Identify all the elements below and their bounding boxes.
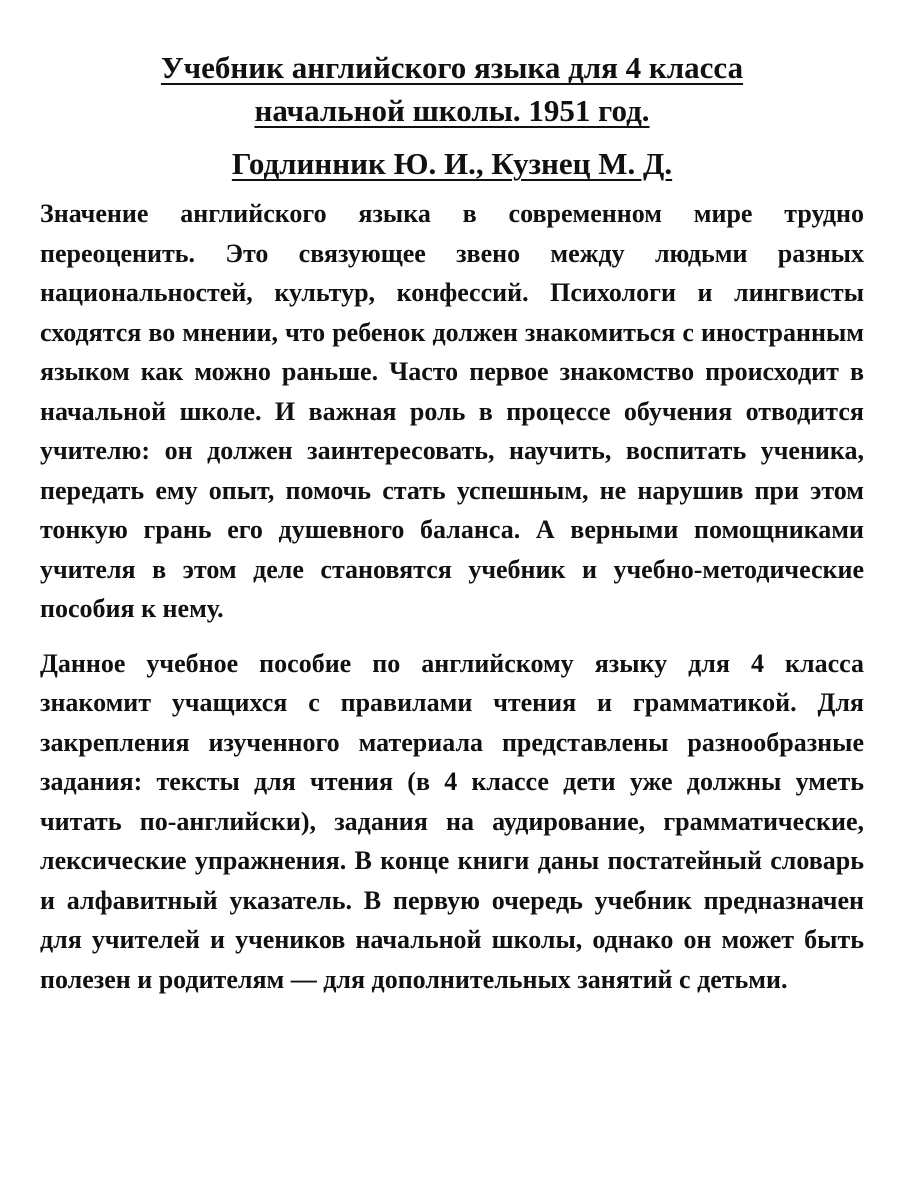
title-line-1: Учебник английского языка для 4 класса [160,50,744,85]
document-title [40,46,864,132]
document-authors: Годлинник Ю. И., Кузнец М. Д. [231,146,673,181]
paragraph-intro: Значение английского языка в современном мире трудно переоценить. Это связующее звено между людьми разных национальностей, культур, конфессий. Психологи и лингвисты сходятся во мнении, что ребенок должен знакомиться с иностранным языком как можно раньше. Часто первое знакомство происходит в начальной школе. И важная роль в процессе обучения отводится учителю: он должен заинтересовать, научить, воспитать ученика, передать ему опыт, помочь стать успешным, не нарушив при этом тонкую грань его душевного баланса. А верными помощниками учителя в этом деле становятся учебник и учебно-методические пособия к нему. [40,199,864,623]
title-line-2: начальной школы. 1951 год. [254,93,650,128]
paragraph-description: Данное учебное пособие по английскому языку для 4 класса знакомит учащихся с правилами чтения и грамматикой. Для закрепления изученного материала представлены разнообразные задания: тексты для чтения (в 4 классе дети уже должны уметь читать по-английски), задания на аудирование, грамматические, лексические упражнения. В конце книги даны постатейный словарь и алфавитный указатель. В первую очередь учебник предназначен для учителей и учеников начальной школы, однако он может быть полезен и родителям — для дополнительных занятий с детьми. [40,648,864,994]
